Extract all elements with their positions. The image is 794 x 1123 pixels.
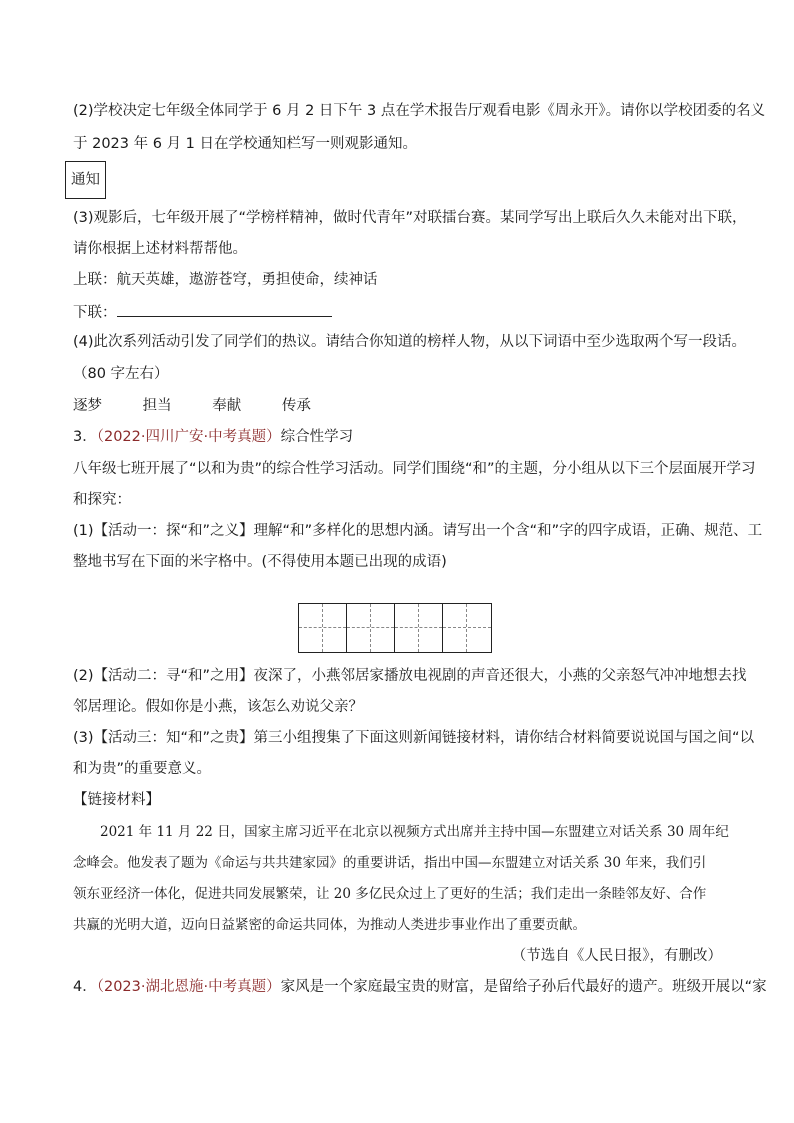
activity2-line2: 邻居理论。假如你是小燕，该怎么劝说父亲？ [73, 699, 363, 715]
item4-text: 家风是一个家庭最宝贵的财富，是留给子孙后代最好的遗产。班级开展以“家 [280, 979, 767, 995]
word-item: 奉献 [212, 398, 242, 414]
word-item: 逐梦 [73, 398, 102, 414]
couplet-lower-label: 下联： [73, 305, 117, 321]
q3-line2: 请你根据上述材料帮帮他。 [73, 241, 247, 257]
notice-box: 通知 [65, 161, 106, 199]
material-line2: 念峰会。他发表了题为《命运与共共建家园》的重要讲话，指出中国—东盟建立对话关系 30 年来，我们引 [73, 855, 707, 871]
couplet-lower [73, 301, 332, 323]
word-item: 传承 [281, 398, 311, 414]
q3-line1: (3)观影后，七年级开展了“学榜样精神，做时代青年”对联擂台赛。某同学写出上联后久久未能对出下联， [73, 210, 747, 226]
material-line3: 领东亚经济一体化，促进共同发展繁荣，让 20 多亿民众过上了更好的生活；我们走出一条睦邻友好、合作 [73, 886, 707, 902]
item3-intro2: 和探究： [73, 492, 131, 508]
activity3-line1: (3)【活动三：知“和”之贵】第三小组搜集了下面这则新闻链接材料，请你结合材料简要说说国与国之间“以 [73, 730, 755, 746]
grid-cell [347, 604, 395, 652]
material-source: （节选自《人民日报》，有删改） [511, 948, 722, 964]
activity2-line1: (2)【活动二：寻“和”之用】夜深了，小燕邻居家播放电视剧的声音还很大，小燕的父亲怒气冲冲地想去找 [73, 668, 747, 684]
link-material-title: 【链接材料】 [73, 792, 160, 808]
item3-heading [73, 427, 353, 447]
q2-line2: 于 2023 年 6 月 1 日在学校通知栏写一则观影通知。 [73, 136, 418, 152]
q4-line2: （80 字左右） [73, 366, 169, 382]
item4-source: （2023·湖北恩施·中考真题） [96, 979, 281, 995]
activity1-line2: 整地书写在下面的米字格中。(不得使用本题已出现的成语) [73, 554, 447, 570]
material-line4: 共赢的光明大道，迈向日益紧密的命运共同体，为推动人类进步事业作出了重要贡献。 [73, 917, 586, 933]
activity3-line2: 和为贵”的重要意义。 [73, 761, 212, 777]
item3-source: （2022·四川广安·中考真题） [96, 429, 281, 445]
material-line1: 2021 年 11 月 22 日，国家主席习近平在北京以视频方式出席并主持中国—东盟建立对话关系 30 周年纪 [100, 824, 729, 840]
word-item: 担当 [142, 398, 172, 414]
item3-intro1: 八年级七班开展了“以和为贵”的综合性学习活动。同学们围绕“和”的主题，分小组从以下三个层面展开学习 [73, 461, 756, 477]
answer-blank [117, 301, 332, 317]
couplet-upper: 上联：航天英雄，遨游苍穹，勇担使命，续神话 [73, 272, 378, 288]
item3-number: 3． [73, 429, 97, 445]
item4-number: 4． [73, 979, 97, 995]
word-list [73, 396, 347, 416]
q2-line1: (2)学校决定七年级全体同学于 6 月 2 日下午 3 点在学术报告厅观看电影《周永开》。请你以学校团委的名义 [73, 103, 766, 119]
item3-topic: 综合性学习 [280, 429, 354, 445]
rice-grid [298, 603, 492, 653]
grid-cell [443, 604, 491, 652]
item4-heading [73, 977, 767, 997]
activity1-line1: (1)【活动一：探“和”之义】理解“和”多样化的思想内涵。请写出一个含“和”字的四字成语，正确、规范、工 [73, 523, 763, 539]
grid-cell [299, 604, 347, 652]
grid-cell [395, 604, 443, 652]
q4-line1: (4)此次系列活动引发了同学们的热议。请结合你知道的榜样人物，从以下词语中至少选取两个写一段话。 [73, 334, 747, 350]
